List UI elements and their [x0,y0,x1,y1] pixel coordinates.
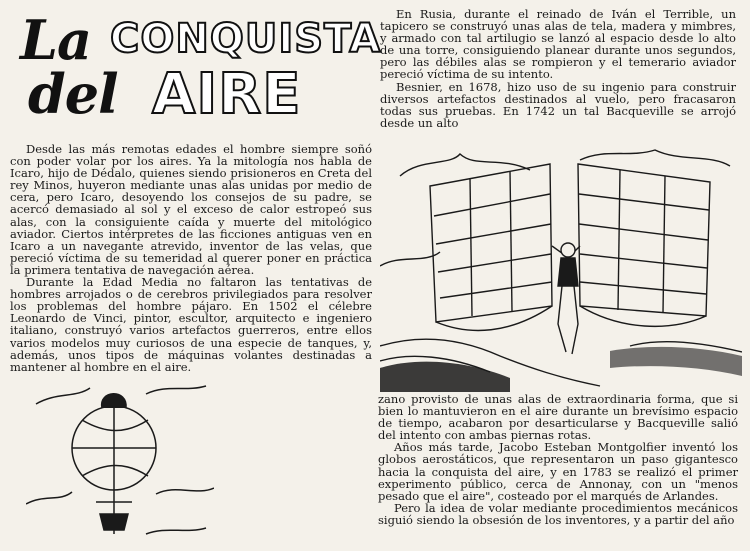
title-aire: AIRE [152,62,302,127]
paragraph: Años más tarde, Jacobo Esteban Montgolfier inventó los globos aerostáticos, que representaron un paso gigantesco hacia la conquista del aire, y en 1783 se realizó el primer experimento público, cerca de Annonay, con un "menos pesado que el aire", costeado por el marqués de Arlandes. [378,440,738,503]
paragraph: En Rusia, durante el reinado de Iván el Terrible, un tapicero se construyó unas alas de tela, madera y mimbres, y armado con tal artilugio se lanzó al espacio desde lo alto de una torre, consiguiendo planear durante unos segundos, pero las débiles alas se rompieron y el temerario aviador pereció víctima de su intento. [380,7,736,82]
right-column-bottom-text [378,393,738,526]
paragraph: Desde las más remotas edades el hombre siempre soñó con poder volar por los aires. Ya la mitología nos habla de Icaro, hijo de Dédalo, quienes siendo prisioneros en Creta del rey Minos, huyeron mediante unas alas unidas por medio de cera, pero Icaro, desoyendo los consejos de su padre, se acercó demasiado al sol y el exceso de calor estropeó sus alas, con la consiguiente caída y muerte del mitológico aviador. Ciertos intérpretes de las ficciones antiguas ven en Icaro a un navegante atrevido, inventor de las velas, que pereció víctima de su temeridad al querer poner en práctica la primera tentativa de navegación aérea. [10,142,372,277]
right-column-top-text [380,8,736,129]
title-la: La [20,8,91,72]
paragraph: Besnier, en 1678, hizo uso de su ingenio para construir diversos artefactos destinados al vuelo, pero fracasaron todas sus pruebas. En 1742 un tal Bacqueville se arrojó desde un alto [380,79,736,130]
flying-machine-illustration [380,146,742,392]
paragraph: Durante la Edad Media no faltaron las tentativas de hombres arrojados o de cerebros privilegiados para resolver los problemas del hombre pájaro. En 1502 el célebre Leonardo de Vinci, pintor, escultor, arquitecto e ingeniero italiano, construyó varios artefactos guerreros, entre ellos varios modelos muy curiosos de una especie de tanques, y, además, unos tipos de máquinas volantes destinadas a mantener al hombre en el aire. [10,275,372,374]
title-del: del [28,62,118,126]
article-title [14,6,382,127]
flying-machine-drawing [380,146,742,392]
paragraph: zano provisto de unas alas de extraordinaria forma, que si bien lo mantuvieron en el aire durante un brevísimo espacio de tiempo, acabaron por desarticularse y Bacqueville salió del intento con ambas piernas rotas. [378,392,738,443]
title-conquista: CONQUISTA [110,16,382,62]
left-column-text [10,143,372,373]
balloon-drawing [26,384,214,548]
paragraph: Pero la idea de volar mediante procedimientos mecánicos siguió siendo la obsesión de los inventores, y a partir del año [378,500,738,527]
balloon-illustration [26,384,214,548]
